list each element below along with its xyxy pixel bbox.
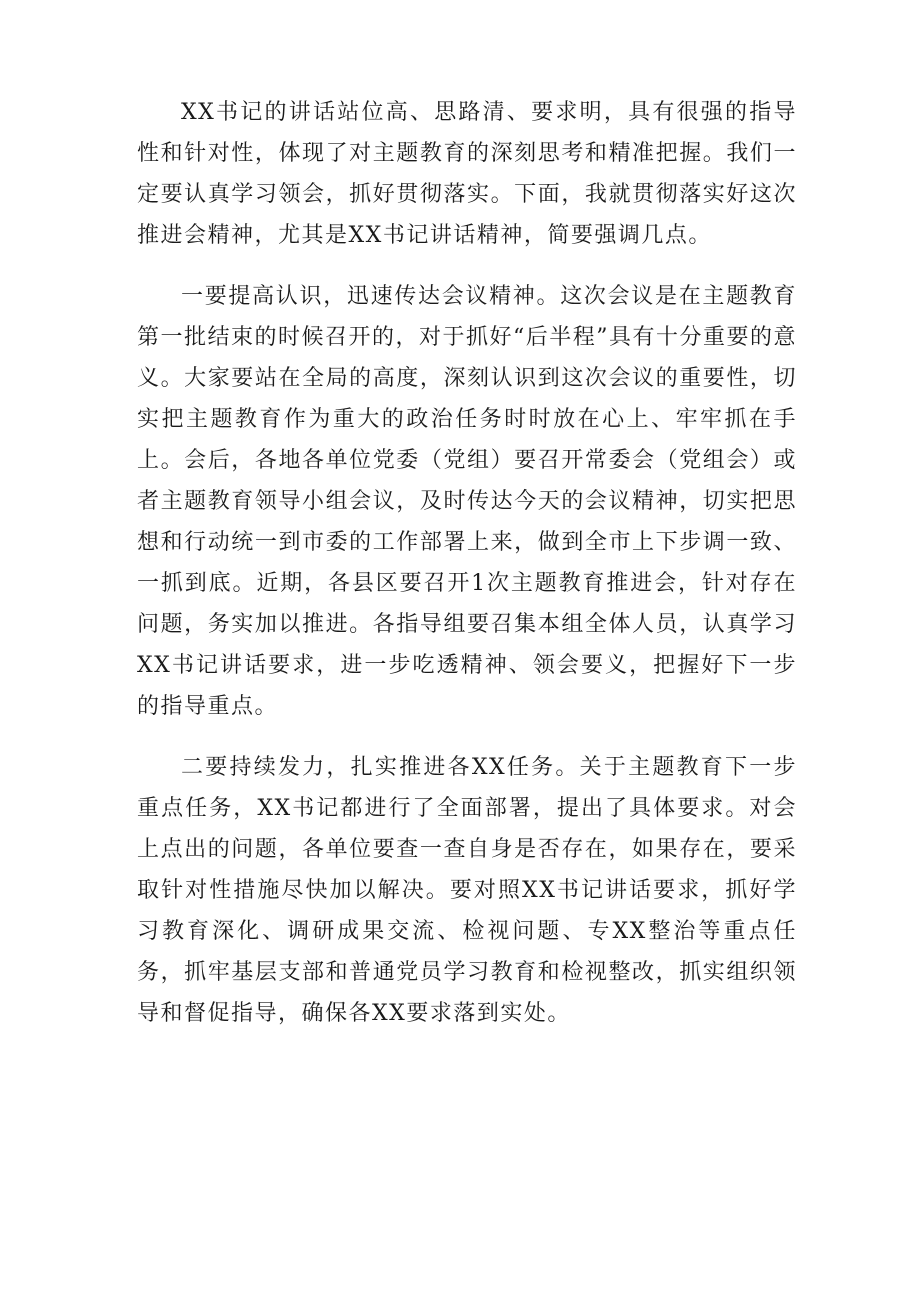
paragraph-point-one: 一要提高认识，迅速传达会议精神。这次会议是在主题教育第一批结束的时候召开的，对于抓好“后半程”具有十分重要的意义。大家要站在全局的高度，深刻认识到这次会议的重要性，切实把主题教育作为重大的政治任务时时放在心上、牢牢抓在手上。会后，各地各单位党委（党组）要召开常委会（党组会）或者主题教育领导小组会议，及时传达今天的会议精神，切实把思想和行动统一到市委的工作部署上来，做到全市上下步调一致、一抓到底。近期，各县区要召开1次主题教育推进会，针对存在问题，务实加以推进。各指导组要召集本组全体人员，认真学习XX书记讲话要求，进一步吃透精神、领会要义，把握好下一步的指导重点。 bbox=[137, 284, 797, 719]
paragraph-point-two: 二要持续发力，扎实推进各XX任务。关于主题教育下一步重点任务，XX书记都进行了全面部署，提出了具体要求。对会上点出的问题，各单位要查一查自身是否存在，如果存在，要采取针对性措施尽快加以解决。要对照XX书记讲话要求，抓好学习教育深化、调研成果交流、检视问题、专XX整治等重点任务，抓牢基层支部和普通党员学习教育和检视整改，抓实组织领导和督促指导，确保各XX要求落到实处。 bbox=[137, 755, 797, 1026]
document-body bbox=[137, 92, 797, 1034]
paragraph-opening: XX书记的讲话站位高、思路清、要求明，具有很强的指导性和针对性，体现了对主题教育的深刻思考和精准把握。我们一定要认真学习领会，抓好贯彻落实。下面，我就贯彻落实好这次推进会精神，尤其是XX书记讲话精神，简要强调几点。 bbox=[137, 100, 797, 248]
